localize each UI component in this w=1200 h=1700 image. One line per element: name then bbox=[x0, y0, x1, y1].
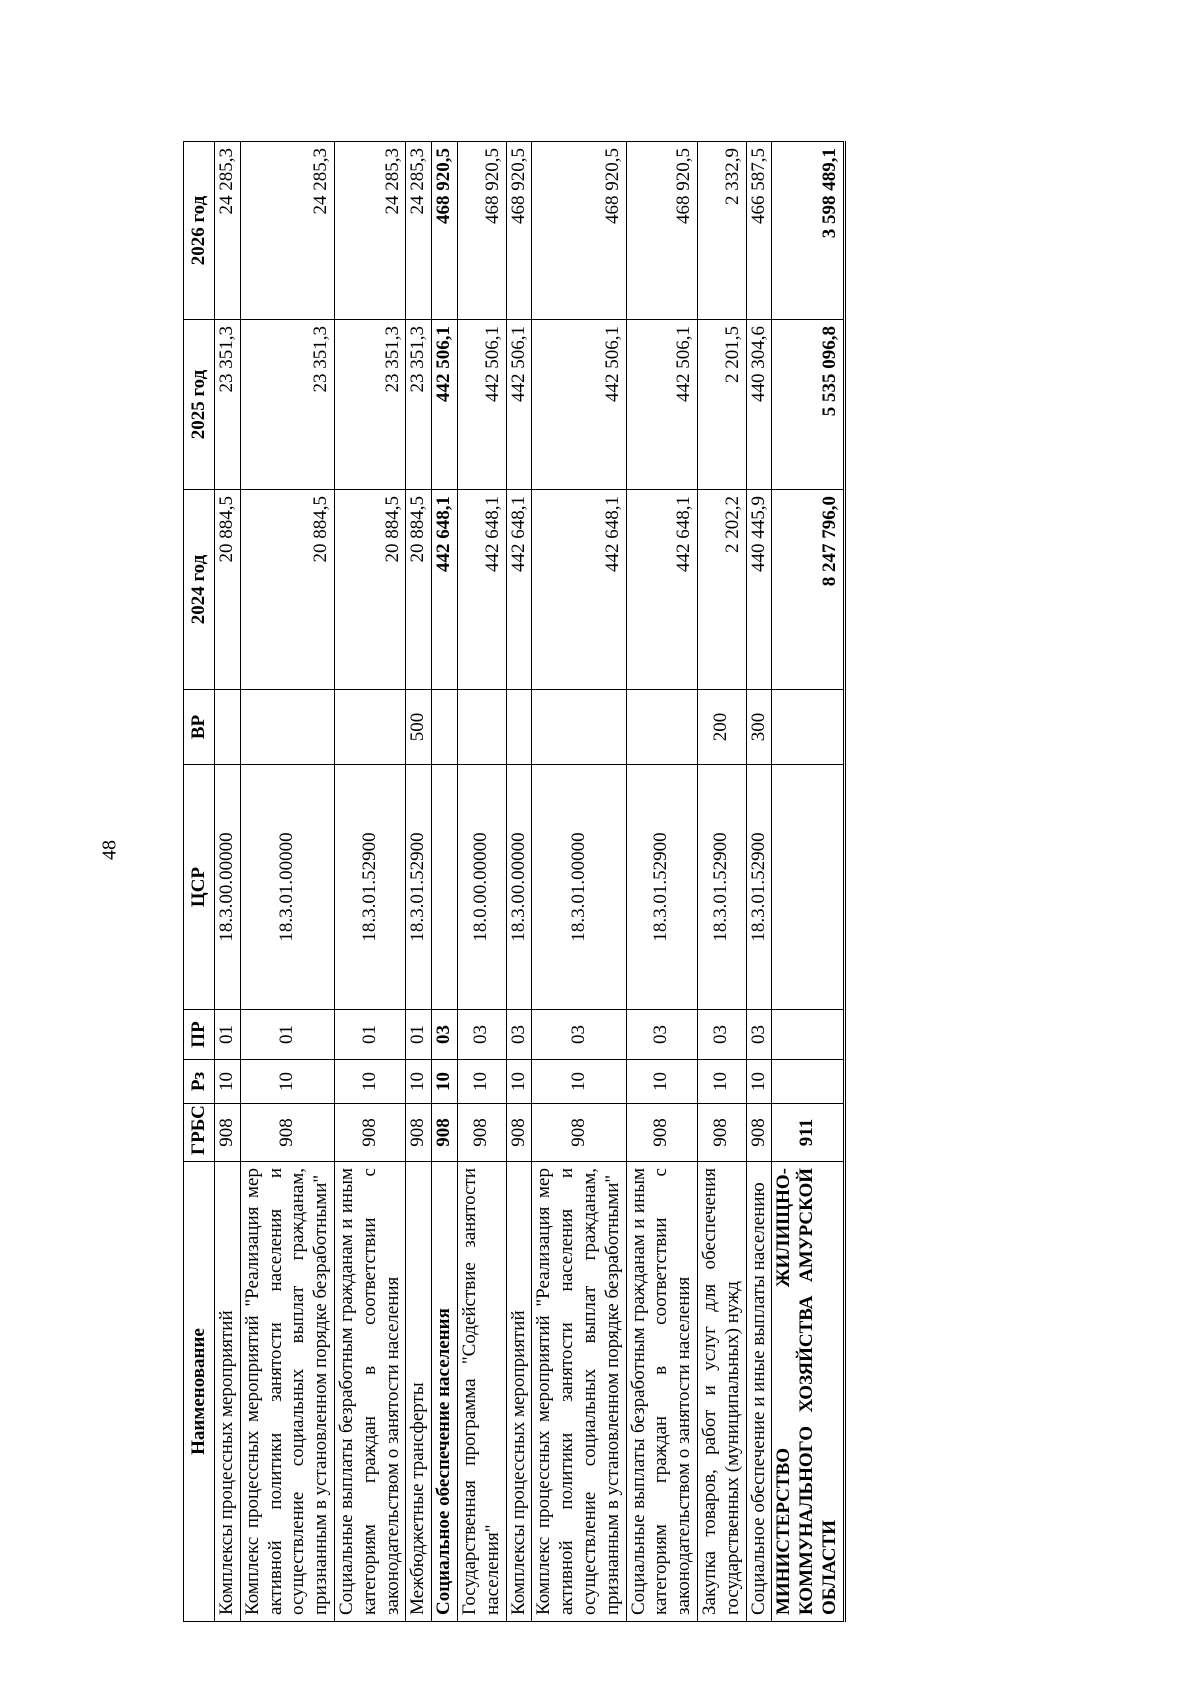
cell-vr: 500 bbox=[406, 690, 432, 765]
cell-2026: 24 285,3 bbox=[215, 142, 241, 320]
cell-grbs: 908 bbox=[697, 1104, 746, 1162]
cell-name: Комплексы процессных мероприятий bbox=[215, 1162, 241, 1622]
cell-vr bbox=[240, 690, 334, 765]
cell-2025: 440 304,6 bbox=[746, 320, 772, 490]
cell-name: Комплекс процессных мероприятий "Реализация мер активной политики занятости населения и осуществление социальных выплат гражданам, признанным в установленном порядке безработными" bbox=[240, 1162, 334, 1622]
header-grbs: ГРБС bbox=[184, 1104, 215, 1162]
cell-2024: 20 884,5 bbox=[406, 490, 432, 690]
cell-rz: 10 bbox=[406, 1060, 432, 1104]
cell-rz: 10 bbox=[215, 1060, 241, 1104]
cell-2026: 3 598 489,1 bbox=[772, 142, 844, 320]
cell-2024: 442 648,1 bbox=[626, 490, 697, 690]
cell-csr: 18.3.01.52900 bbox=[406, 765, 432, 1010]
cell-vr bbox=[772, 690, 844, 765]
cell-grbs: 908 bbox=[532, 1104, 626, 1162]
cell-pr: 01 bbox=[215, 1010, 241, 1060]
cell-name: Комплекс процессных мероприятий "Реализация мер активной политики занятости населения и осуществление социальных выплат гражданам, признанным в установленном порядке безработными" bbox=[532, 1162, 626, 1622]
rotated-table-container bbox=[183, 142, 1083, 1622]
cell-2026: 468 920,5 bbox=[532, 142, 626, 320]
cell-grbs: 908 bbox=[506, 1104, 532, 1162]
cell-grbs: 908 bbox=[432, 1104, 458, 1162]
cell-2026: 468 920,5 bbox=[506, 142, 532, 320]
cell-2025: 23 351,3 bbox=[334, 320, 405, 490]
cell-pr: 03 bbox=[532, 1010, 626, 1060]
cell-2025: 2 201,5 bbox=[697, 320, 746, 490]
cell-rz: 10 bbox=[432, 1060, 458, 1104]
cell-grbs: 908 bbox=[626, 1104, 697, 1162]
cell-2025: 442 506,1 bbox=[626, 320, 697, 490]
cell-2024: 440 445,9 bbox=[746, 490, 772, 690]
cell-rz: 10 bbox=[457, 1060, 506, 1104]
cell-grbs: 908 bbox=[457, 1104, 506, 1162]
cell-name: Государственная программа "Содействие занятости населения" bbox=[457, 1162, 506, 1622]
cell-grbs: 908 bbox=[215, 1104, 241, 1162]
cell-vr: 300 bbox=[746, 690, 772, 765]
budget-table bbox=[183, 141, 846, 1622]
cell-rz: 10 bbox=[746, 1060, 772, 1104]
cell-csr bbox=[432, 765, 458, 1010]
cell-name: Социальные выплаты безработным гражданам и иным категориям граждан в соответствии с законодательством о занятости населения bbox=[626, 1162, 697, 1622]
cell-rz: 10 bbox=[240, 1060, 334, 1104]
header-name: Наименование bbox=[184, 1162, 215, 1622]
cell-pr: 03 bbox=[457, 1010, 506, 1060]
cell-rz bbox=[772, 1060, 844, 1104]
header-vr: ВР bbox=[184, 690, 215, 765]
cell-pr bbox=[772, 1010, 844, 1060]
cell-pr: 01 bbox=[240, 1010, 334, 1060]
header-csr: ЦСР bbox=[184, 765, 215, 1010]
cell-grbs: 911 bbox=[772, 1104, 844, 1162]
cell-csr: 18.3.00.00000 bbox=[506, 765, 532, 1010]
cell-vr bbox=[506, 690, 532, 765]
cell-2025: 442 506,1 bbox=[532, 320, 626, 490]
cell-name: Социальное обеспечение и иные выплаты населению bbox=[746, 1162, 772, 1622]
cell-2026: 466 587,5 bbox=[746, 142, 772, 320]
table-row bbox=[697, 142, 746, 1622]
table-header-row bbox=[184, 142, 215, 1622]
cell-2026: 2 332,9 bbox=[697, 142, 746, 320]
cell-pr: 03 bbox=[506, 1010, 532, 1060]
table-row bbox=[746, 142, 772, 1622]
cell-vr bbox=[432, 690, 458, 765]
header-2026: 2026 год bbox=[184, 142, 215, 320]
cell-2026: 24 285,3 bbox=[240, 142, 334, 320]
table-row bbox=[432, 142, 458, 1622]
page-number: 48 bbox=[98, 840, 121, 860]
cell-csr: 18.3.01.00000 bbox=[532, 765, 626, 1010]
cell-2024: 442 648,1 bbox=[457, 490, 506, 690]
cell-2026: 24 285,3 bbox=[406, 142, 432, 320]
cell-csr: 18.0.00.00000 bbox=[457, 765, 506, 1010]
header-2025: 2025 год bbox=[184, 320, 215, 490]
cell-csr: 18.3.01.52900 bbox=[334, 765, 405, 1010]
cell-pr: 03 bbox=[697, 1010, 746, 1060]
cell-2025: 442 506,1 bbox=[506, 320, 532, 490]
cell-vr bbox=[626, 690, 697, 765]
cell-pr: 03 bbox=[432, 1010, 458, 1060]
cell-2024: 20 884,5 bbox=[240, 490, 334, 690]
header-2024: 2024 год bbox=[184, 490, 215, 690]
cell-vr bbox=[215, 690, 241, 765]
cell-name: МИНИСТЕРСТВО ЖИЛИЩНО-КОММУНАЛЬНОГО ХОЗЯЙСТВА АМУРСКОЙ ОБЛАСТИ bbox=[772, 1162, 844, 1622]
cell-2024: 20 884,5 bbox=[334, 490, 405, 690]
cell-2025: 442 506,1 bbox=[457, 320, 506, 490]
table-row bbox=[406, 142, 432, 1622]
cell-grbs: 908 bbox=[406, 1104, 432, 1162]
cell-rz: 10 bbox=[532, 1060, 626, 1104]
table-row bbox=[457, 142, 506, 1622]
cell-csr bbox=[772, 765, 844, 1010]
cell-2026: 468 920,5 bbox=[457, 142, 506, 320]
cell-csr: 18.3.00.00000 bbox=[215, 765, 241, 1010]
cell-2026: 468 920,5 bbox=[626, 142, 697, 320]
cell-grbs: 908 bbox=[240, 1104, 334, 1162]
header-pr: ПР bbox=[184, 1010, 215, 1060]
cell-name: Закупка товаров, работ и услуг для обеспечения государственных (муниципальных) нужд bbox=[697, 1162, 746, 1622]
cell-2024: 2 202,2 bbox=[697, 490, 746, 690]
table-row bbox=[532, 142, 626, 1622]
cell-rz: 10 bbox=[334, 1060, 405, 1104]
cell-csr: 18.3.01.52900 bbox=[626, 765, 697, 1010]
table-row bbox=[626, 142, 697, 1622]
cell-pr: 03 bbox=[746, 1010, 772, 1060]
table-row bbox=[240, 142, 334, 1622]
cell-2025: 442 506,1 bbox=[432, 320, 458, 490]
cell-pr: 03 bbox=[626, 1010, 697, 1060]
cell-2024: 442 648,1 bbox=[532, 490, 626, 690]
cell-2025: 23 351,3 bbox=[215, 320, 241, 490]
header-rz: Рз bbox=[184, 1060, 215, 1104]
table-body bbox=[215, 142, 845, 1622]
cell-rz: 10 bbox=[697, 1060, 746, 1104]
cell-2025: 5 535 096,8 bbox=[772, 320, 844, 490]
table-row bbox=[506, 142, 532, 1622]
cell-2026: 468 920,5 bbox=[432, 142, 458, 320]
cell-2024: 442 648,1 bbox=[506, 490, 532, 690]
cell-vr bbox=[457, 690, 506, 765]
cell-name: Межбюджетные трансферты bbox=[406, 1162, 432, 1622]
cell-2024: 442 648,1 bbox=[432, 490, 458, 690]
cell-vr: 200 bbox=[697, 690, 746, 765]
cell-name: Комплексы процессных мероприятий bbox=[506, 1162, 532, 1622]
cell-csr: 18.3.01.00000 bbox=[240, 765, 334, 1010]
cell-name: Социальное обеспечение населения bbox=[432, 1162, 458, 1622]
table-row bbox=[772, 142, 844, 1622]
cell-pr: 01 bbox=[334, 1010, 405, 1060]
cell-pr: 01 bbox=[406, 1010, 432, 1060]
table-row bbox=[215, 142, 241, 1622]
cell-csr: 18.3.01.52900 bbox=[697, 765, 746, 1010]
cell-grbs: 908 bbox=[746, 1104, 772, 1162]
cell-grbs: 908 bbox=[334, 1104, 405, 1162]
table-row bbox=[334, 142, 405, 1622]
cell-2025: 23 351,3 bbox=[240, 320, 334, 490]
cell-csr: 18.3.01.52900 bbox=[746, 765, 772, 1010]
cell-rz: 10 bbox=[506, 1060, 532, 1104]
cell-name: Социальные выплаты безработным гражданам и иным категориям граждан в соответствии с законодательством о занятости населения bbox=[334, 1162, 405, 1622]
cell-2026: 24 285,3 bbox=[334, 142, 405, 320]
cell-rz: 10 bbox=[626, 1060, 697, 1104]
cell-2024: 8 247 796,0 bbox=[772, 490, 844, 690]
cell-2024: 20 884,5 bbox=[215, 490, 241, 690]
cell-vr bbox=[334, 690, 405, 765]
cell-vr bbox=[532, 690, 626, 765]
cell-2025: 23 351,3 bbox=[406, 320, 432, 490]
